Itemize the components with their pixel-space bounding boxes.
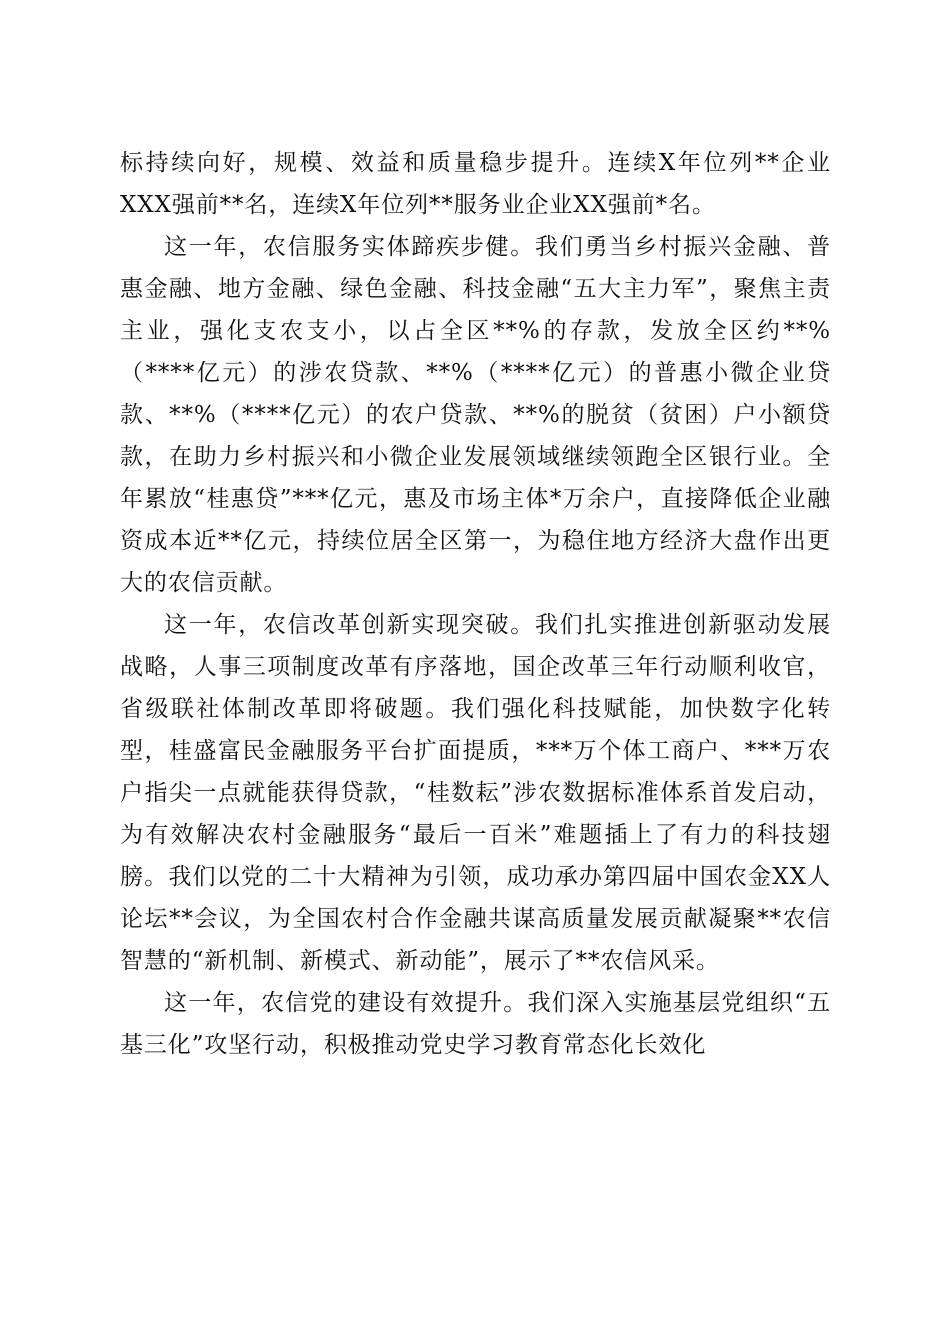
paragraph-3: 这一年，农信改革创新实现突破。我们扎实推进创新驱动发展战略，人事三项制度改革有序落地，国企改革三年行动顺利收官，省级联社体制改革即将破题。我们强化科技赋能，加快数字化转型，桂盛富民金融服务平台扩面提质，***万个体工商户、***万农户指尖一点就能获得贷款，“桂数耘”涉农数据标准体系首发启动，为有效解决农村金融服务“最后一百米”难题插上了有力的科技翅膀。我们以党的二十大精神为引领，成功承办第四届中国农金XX人论坛**会议，为全国农村合作金融共谋高质量发展贡献凝聚**农信智慧的“新机制、新模式、新动能”，展示了**农信风采。 [120, 612, 831, 974]
paragraph-1: 标持续向好，规模、效益和质量稳步提升。连续X年位列**企业XXX强前**名，连续X年位列**服务业企业XX强前*名。 [120, 150, 831, 218]
document-body [120, 142, 831, 1066]
paragraph-2: 这一年，农信服务实体蹄疾步健。我们勇当乡村振兴金融、普惠金融、地方金融、绿色金融、科技金融“五大主力军”，聚焦主责主业，强化支农支小，以占全区**%的存款，发放全区约**%（****亿元）的涉农贷款、**%（****亿元）的普惠小微企业贷款、**%（****亿元）的农户贷款、**%的脱贫（贫困）户小额贷款，在助力乡村振兴和小微企业发展领域继续领跑全区银行业。全年累放“桂惠贷”***亿元，惠及市场主体*万余户，直接降低企业融资成本近**亿元，持续位居全区第一，为稳住地方经济大盘作出更大的农信贡献。 [120, 234, 831, 596]
paragraph-4: 这一年，农信党的建设有效提升。我们深入实施基层党组织“五基三化”攻坚行动，积极推动党史学习教育常态化长效化 [120, 990, 831, 1058]
